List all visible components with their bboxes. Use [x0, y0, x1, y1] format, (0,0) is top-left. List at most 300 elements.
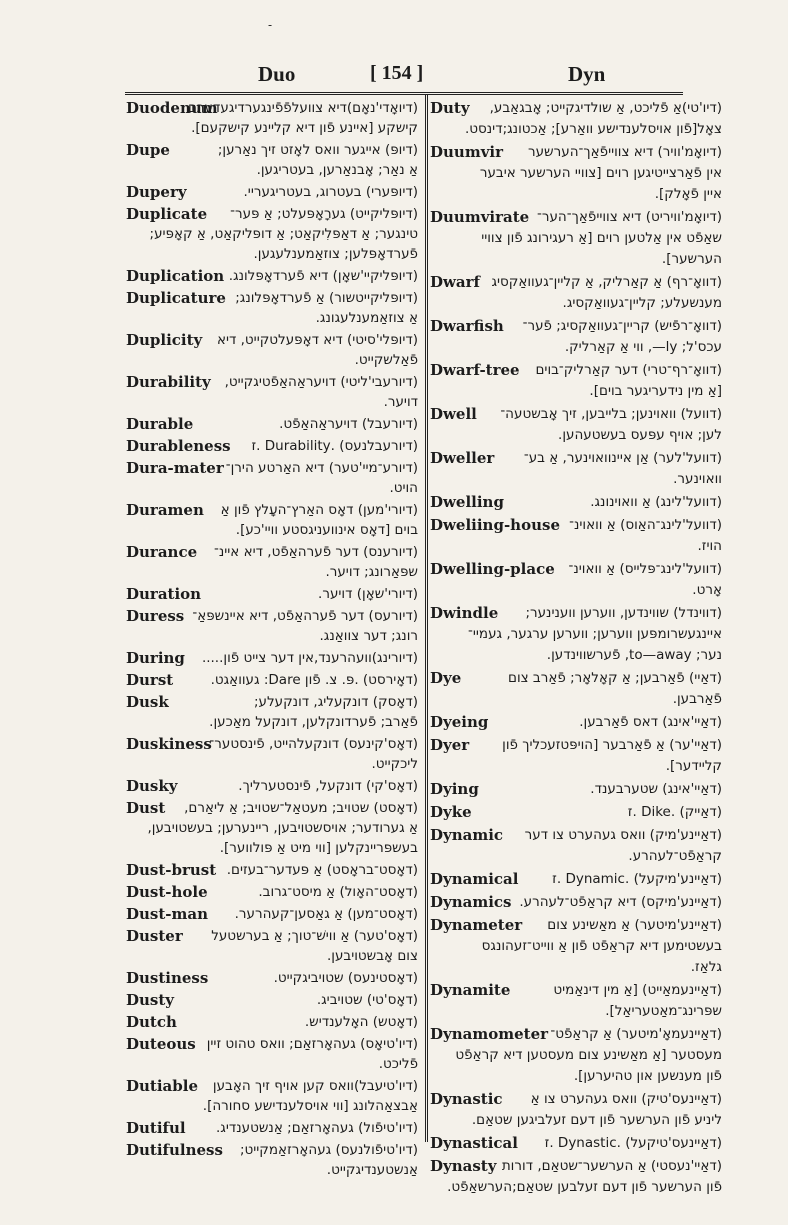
entry-definition-text: ליכקייט. — [371, 756, 418, 772]
entry-line — [126, 414, 418, 434]
entry-line — [430, 735, 722, 756]
entry-definition-text: בעשפּריינקלען [ווי מיט אַ פּולווער]. — [219, 840, 418, 856]
entry-line — [430, 163, 722, 184]
entry-line — [430, 712, 722, 733]
entry-line — [430, 846, 722, 867]
dictionary-entry — [430, 142, 722, 205]
entry-definition-text: (דאָסטינעס) שטויביגקייט. — [273, 970, 418, 986]
entry-headword: Dyer — [430, 736, 470, 754]
entry-line — [126, 712, 418, 732]
dictionary-entry — [430, 515, 722, 557]
entry-headword: Dwell — [430, 405, 477, 423]
entry-line — [126, 266, 418, 286]
entry-line — [430, 1177, 722, 1198]
entry-headword: Dwelling-place — [430, 560, 555, 578]
entry-line — [126, 776, 418, 796]
entry-line — [430, 142, 722, 163]
entry-line — [430, 1001, 722, 1022]
dictionary-entry — [430, 1024, 722, 1087]
dictionary-entry — [126, 204, 418, 264]
entry-line — [126, 98, 418, 118]
entry-line — [126, 542, 418, 562]
entry-definition-text: (דאָס'טער) אַ ווישׁ־טוך; אַ בערשטעל — [211, 928, 418, 944]
dictionary-entry — [430, 802, 722, 823]
entry-headword: Dura-mater — [126, 459, 224, 477]
dictionary-entry — [430, 735, 722, 777]
dictionary-entry — [126, 414, 418, 434]
entry-headword: Dust — [126, 799, 166, 817]
dictionary-entry — [126, 1140, 418, 1180]
entry-definition-text: דויער. — [383, 394, 418, 410]
entry-definition-text: (דאַיינע'מיטער) אַ מאַשינע צום — [547, 917, 722, 933]
entry-line — [126, 436, 418, 456]
dictionary-entry — [430, 98, 722, 140]
entry-definition-text: (דאַיינע'מיקס) דיא קראַפֿט־לעהרע. — [519, 894, 722, 910]
left-column — [126, 98, 418, 1182]
entry-definition-text: שפּרינג־מאַטעריאַל]. — [605, 1003, 722, 1019]
entry-definition-text: (דיו'טיפֿולנעס) געהאָרזאַמקייט; — [239, 1142, 418, 1158]
entry-headword: Duumvirate — [430, 208, 530, 226]
dictionary-entry — [430, 1156, 722, 1198]
entry-definition-text: (דיו'טיאָס) געהאָרזאַם; וואס טהוט זיין — [206, 1036, 418, 1052]
entry-headword: Dyeing — [430, 713, 489, 731]
entry-line — [430, 756, 722, 777]
entry-definition-text: אין פֿאַרצייטיגען רוים [צוויי הערשער איבער — [479, 165, 722, 181]
entry-definition-text: (דאַיינעס'טיקעל) .Dynastic .ז — [544, 1135, 722, 1151]
entry-headword: Duplicature — [126, 289, 226, 307]
entry-line — [126, 946, 418, 966]
entry-definition-text: קראַפֿט־לעהרע. — [628, 848, 722, 864]
entry-definition-text: (דוועל'לינג־האַוס) אַ וואוינ־ — [569, 517, 722, 533]
entry-line — [126, 670, 418, 690]
entry-line — [126, 520, 418, 540]
dictionary-entry — [430, 207, 722, 270]
dictionary-entry — [126, 1118, 418, 1138]
entry-line — [126, 1076, 418, 1096]
entry-definition-text: (דיורעס) דער פֿערהאַפֿט, דיא איינשפּאַ־ — [192, 608, 418, 624]
header-right-guide-word: Dyn — [568, 62, 606, 86]
entry-line — [430, 360, 722, 381]
entry-headword: Dynamical — [430, 870, 519, 888]
entry-definition-text: (דיופּליקייטשור) אַ פֿערדאָפּלונג; — [235, 290, 418, 306]
entry-line — [430, 957, 722, 978]
entry-definition-text: פֿון מענשען און טהיערען]. — [573, 1068, 722, 1084]
entry-line — [430, 1089, 722, 1110]
dictionary-entry — [126, 372, 418, 412]
dictionary-entry — [126, 330, 418, 370]
entry-headword: Duplicity — [126, 331, 203, 349]
entry-definition-text: (דאַיי) פֿאַרבען; אַ קאָלאָר; פֿאַרב צום — [508, 670, 722, 686]
entry-definition-text: פֿאַרבען. — [672, 691, 722, 707]
entry-line — [430, 1066, 722, 1087]
entry-headword: Dynameter — [430, 916, 523, 934]
entry-headword: Dutiful — [126, 1119, 186, 1137]
entry-line — [126, 1140, 418, 1160]
entry-definition-text: (דיורענס) דער פֿערהאַפֿט, דיא איינ־ — [213, 544, 418, 560]
entry-definition-text: (דיופּ) אייגער וואס לאָזט זיך נאַרען; — [217, 142, 418, 158]
entry-line — [430, 381, 722, 402]
entry-definition-text: אַ גערודער; אויסשטויבען, ריינערען; בעשטויבען, — [147, 820, 418, 836]
dictionary-entry — [126, 798, 418, 858]
entry-line — [430, 207, 722, 228]
entry-line — [126, 1012, 418, 1032]
dictionary-entry — [126, 926, 418, 966]
dictionary-entry — [126, 692, 418, 732]
dictionary-entry — [126, 882, 418, 902]
entry-line — [430, 404, 722, 425]
entry-line — [126, 330, 418, 350]
entry-line — [126, 500, 418, 520]
entry-line — [126, 798, 418, 818]
entry-headword: Durableness — [126, 437, 231, 455]
entry-definition-text: (דווינדל) שווינדען, ווערען ווענינער; — [525, 605, 722, 621]
entry-line — [126, 968, 418, 988]
entry-definition-text: (דאָס'קי) דונקעל, פֿינסטערליך. — [238, 778, 418, 794]
entry-line — [126, 904, 418, 924]
entry-definition-text: (דיופּערי) בעטרוג, בעטריגעריי. — [243, 184, 418, 200]
dictionary-entry — [430, 492, 722, 513]
entry-definition-text: (דאָסט־מען) אַ גאַסען־קעהרער. — [234, 906, 418, 922]
dictionary-entry — [430, 316, 722, 358]
dictionary-entry — [430, 360, 722, 402]
entry-definition-text: פֿערדאָפּלען; צוזאַמענלעגען. — [253, 246, 418, 262]
page-number: [ 154 ] — [370, 62, 424, 84]
entry-line — [126, 350, 418, 370]
entry-headword: Dutiable — [126, 1077, 198, 1095]
entry-definition-text: (דיו'טיפֿול) געהאָרזאַם; אַנשטענדיג. — [216, 1120, 418, 1136]
entry-line — [430, 645, 722, 666]
dictionary-entry — [126, 436, 418, 456]
entry-line — [126, 926, 418, 946]
entry-headword: During — [126, 649, 185, 667]
entry-line — [430, 1045, 722, 1066]
entry-definition-text: אָרט. — [692, 582, 722, 598]
entry-headword: Dye — [430, 669, 462, 687]
entry-line — [126, 244, 418, 264]
entry-headword: Durability — [126, 373, 211, 391]
entry-line — [430, 316, 722, 337]
dictionary-entry — [126, 990, 418, 1010]
entry-definition-text: (דיואָדי'נאָם)דיא צוועלפֿפֿינגערדיגעדערם — [187, 100, 418, 116]
entry-line — [430, 293, 722, 314]
entry-line — [430, 825, 722, 846]
entry-definition-text: גלאַז. — [690, 959, 722, 975]
entry-line — [430, 337, 722, 358]
entry-headword: Duteous — [126, 1035, 196, 1053]
entry-definition-text: (דוואָ־רף־טרי) דער קאַרליק־בוים — [535, 362, 722, 378]
entry-definition-text: (דיורע־מיי'טער) דיא האַרטע הירן־ — [225, 460, 418, 476]
entry-headword: Dupery — [126, 183, 187, 201]
dictionary-entry — [430, 712, 722, 733]
entry-definition-text: (דאַיינע'מיקעל) .Dynamic .ז — [552, 871, 722, 887]
dictionary-entry — [126, 140, 418, 180]
dictionary-entry — [126, 500, 418, 540]
entry-definition-text: (דיורי'מען) דאָס האַרץ־העָלץ פֿון אַ — [220, 502, 418, 518]
entry-definition-text: [אַ מין נידעריגער בוים]. — [589, 383, 722, 399]
entry-definition-text: פֿליכט. — [378, 1056, 418, 1072]
entry-line — [430, 779, 722, 800]
dictionary-entry — [126, 860, 418, 880]
entry-definition-text: (דיו'טיעבל)וואס קען אויף זיך האָבען — [212, 1078, 418, 1094]
entry-definition-text: הויט. — [389, 480, 418, 496]
entry-headword: Duodenum — [126, 99, 218, 117]
header-left-guide-word: Duo — [258, 62, 296, 86]
entry-line — [430, 184, 722, 205]
entry-definition-text: (דאַיי'ער) אַ פֿאַרבער [הויפּטזעכליך פֿון — [502, 737, 722, 753]
entry-definition-text: (דאַיינעמאַייט) [אַ מין דינאַמיט — [553, 982, 722, 998]
entry-definition-text: הערשער]. — [661, 251, 722, 267]
dictionary-entry — [126, 266, 418, 286]
entry-definition-text: (דיופּליקייט) גערָאָפּעלט; אַ פּער־ — [230, 206, 418, 222]
entry-definition-text: בעשטימען דיא קראַפֿט פֿון אַ ווייט־זעהונגס — [481, 938, 722, 954]
entry-line — [430, 1133, 722, 1154]
entry-definition-text: עכס'ל; ly—, ווי אַ קאַרליק. — [564, 339, 722, 355]
entry-definition-text: מעסטער [אַ מאַשינע צום מעסטען דיא קראַפֿט — [455, 1047, 722, 1063]
dictionary-entry — [126, 1012, 418, 1032]
entry-headword: Dutch — [126, 1013, 177, 1031]
entry-definition-text: ליניע פֿון הערשער פֿון דעם זעלביגען שטאַם. — [471, 1112, 722, 1128]
dictionary-entry — [126, 734, 418, 774]
dictionary-entry — [126, 670, 418, 690]
entry-definition-text: (דאָירסט) .פּ. צ. פֿון Dare: געוואַגט. — [210, 672, 418, 688]
entry-headword: Dust-brust — [126, 861, 217, 879]
entry-definition-text: קליידער]. — [665, 758, 722, 774]
entry-definition-text: (דוואָ־רפֿיש) קריין־געוואַקסיג; פֿער־ — [522, 318, 722, 334]
entry-line — [430, 228, 722, 249]
dictionary-entry — [126, 1076, 418, 1116]
entry-line — [126, 882, 418, 902]
entry-line — [126, 754, 418, 774]
entry-headword: Dusk — [126, 693, 169, 711]
entry-definition-text: פֿון הערשער פֿון דעם זעלבען שטאַם;הערשאַפֿט. — [447, 1179, 722, 1195]
entry-line — [430, 492, 722, 513]
entry-line — [430, 689, 722, 710]
entry-line — [430, 1110, 722, 1131]
entry-headword: Duplication — [126, 267, 225, 285]
entry-line — [126, 392, 418, 412]
entry-headword: Dynasty — [430, 1157, 497, 1175]
top-tick-mark: - — [268, 18, 273, 32]
dictionary-entry — [430, 825, 722, 867]
entry-line — [126, 1054, 418, 1074]
entry-line — [430, 425, 722, 446]
entry-headword: Dwindle — [430, 604, 499, 622]
entry-line — [430, 603, 722, 624]
entry-definition-text: איינגעשרומפּען ווערען; ווערען ערגער, געמיי־ — [468, 626, 722, 642]
entry-headword: Dying — [430, 780, 479, 798]
entry-line — [126, 288, 418, 308]
entry-line — [126, 160, 418, 180]
entry-line — [430, 915, 722, 936]
entry-definition-text: (דיורעבל) דויעראַהאַפֿט. — [279, 416, 418, 432]
entry-definition-text: מענשעלע; קליין־געוואַקסיג. — [562, 295, 722, 311]
entry-headword: Dwarf — [430, 273, 480, 291]
entry-headword: Durst — [126, 671, 174, 689]
entry-definition-text: (דאַיי'אינג) שטערבענד. — [590, 781, 722, 797]
entry-definition-text: אַבצאַהלונג [ווי אויסלענדישע סחורה]. — [202, 1098, 418, 1114]
entry-definition-text: (דאָטש) האָלענדיש. — [304, 1014, 418, 1030]
entry-definition-text: (דאַיי'אינג) דאס פֿאַרבען. — [579, 714, 722, 730]
entry-definition-text: קישקע [איינע פֿון דיא קליינע קישקעם]. — [191, 120, 418, 136]
entry-line — [126, 224, 418, 244]
dictionary-entry — [126, 98, 418, 138]
entry-line — [126, 990, 418, 1010]
entry-definition-text: אַ נאַר; אָבנאַרען, בעטריגען. — [256, 162, 418, 178]
dictionary-entry — [430, 603, 722, 666]
entry-headword: Dusty — [126, 991, 175, 1009]
entry-definition-text: טינגער; אַ דאַפּלִיקאַט; אַ דופּליקאַט, אַ קאָפּיע; — [149, 226, 418, 242]
entry-headword: Duty — [430, 99, 470, 117]
header-rule — [125, 92, 683, 95]
entry-line — [126, 692, 418, 712]
dictionary-entry — [430, 892, 722, 913]
entry-line — [430, 272, 722, 293]
entry-definition-text: (דאַיינעס'טיק) וואס געהערט צו אַ — [530, 1091, 722, 1107]
column-divider — [425, 94, 428, 1142]
entry-line — [126, 838, 418, 858]
entry-definition-text: (דיואָמ'וויריט) דיא צווייפֿאַך־הער־ — [536, 209, 722, 225]
entry-definition-text: (דיורעבלנעס) .Durability .ז — [251, 438, 418, 454]
entry-line — [126, 1034, 418, 1054]
entry-line — [126, 584, 418, 604]
entry-headword: Dusky — [126, 777, 178, 795]
entry-definition-text: (דאָסט־בראָסט) אַ פּעדער־בעזים. — [226, 862, 418, 878]
entry-definition-text: (דיורי'שאָן) דויער. — [318, 586, 418, 602]
entry-line — [126, 1160, 418, 1180]
entry-line — [430, 869, 722, 890]
entry-line — [126, 860, 418, 880]
entry-definition-text: (דוועל'לער) אַן איינוואוינער, אַ בע־ — [523, 450, 722, 466]
entry-definition-text: (דאַיינע'מיק) וואס געהערט צו דער — [524, 827, 722, 843]
entry-headword: Dupe — [126, 141, 170, 159]
entry-definition-text: (דאַיינעמאָ'מיטער) אַ קראַפֿט־ — [550, 1026, 722, 1042]
entry-line — [126, 182, 418, 202]
entry-definition-text: (דוואָ־רף) אַ קאַרליק, אַ קליין־געוואַקסיג — [491, 274, 722, 290]
dictionary-entry — [126, 288, 418, 328]
right-column — [430, 98, 722, 1200]
entry-line — [126, 734, 418, 754]
dictionary-entry — [126, 182, 418, 202]
entry-definition-text: שאַפֿט אין אַלטען רוים [אַ רעגירונג פֿון צוויי — [481, 230, 722, 246]
dictionary-entry — [126, 1034, 418, 1074]
entry-line — [430, 249, 722, 270]
dictionary-entry — [126, 968, 418, 988]
entry-definition-text: צאָל[פֿון אויסלענדישע וואַרע]; אַכטונג;דינסט. — [464, 121, 722, 137]
dictionary-entry — [430, 404, 722, 446]
entry-definition-text: (דאָסט) שטויב; מעטאַל־שטויב; אַ ליאַרם, — [184, 800, 418, 816]
entry-line — [126, 1118, 418, 1138]
dictionary-entry — [430, 779, 722, 800]
dictionary-entry — [430, 668, 722, 710]
entry-headword: Dynamometer — [430, 1025, 549, 1043]
entry-definition-text: (דוועל'לינג־פּלייס) אַ וואוינ־ — [568, 561, 722, 577]
entry-definition-text: לען; אויף עפּעס בעשטעהען. — [558, 427, 722, 443]
entry-definition-text: צום אָבשטויבען. — [326, 948, 418, 964]
dictionary-entry — [430, 559, 722, 601]
entry-line — [430, 936, 722, 957]
entry-headword: Dwarf-tree — [430, 361, 520, 379]
entry-line — [126, 626, 418, 646]
entry-headword: Durable — [126, 415, 194, 433]
entry-definition-text: בוים [דאָס אינוועניגסטע וויי'כע]. — [235, 522, 418, 538]
entry-line — [126, 140, 418, 160]
entry-line — [126, 458, 418, 478]
entry-line — [430, 1024, 722, 1045]
entry-headword: Duskiness — [126, 735, 212, 753]
entry-definition-text: הויז. — [697, 538, 722, 554]
entry-line — [126, 606, 418, 626]
entry-headword: Duress — [126, 607, 185, 625]
entry-definition-text: (דאָסט־האָול) אַ מיסט־גרוב. — [258, 884, 418, 900]
entry-line — [126, 372, 418, 392]
entry-definition-text: (דיופּליקיי'שאָן) דיא פֿערדאָפּלונג. — [228, 268, 418, 284]
entry-line — [430, 559, 722, 580]
entry-headword: Dweller — [430, 449, 495, 467]
dictionary-entry — [126, 542, 418, 582]
entry-line — [430, 624, 722, 645]
entry-headword: Durance — [126, 543, 198, 561]
entry-line — [430, 980, 722, 1001]
entry-headword: Duster — [126, 927, 183, 945]
entry-headword: Dwelling — [430, 493, 504, 511]
entry-line — [126, 118, 418, 138]
entry-line — [126, 1096, 418, 1116]
entry-line — [126, 648, 418, 668]
dictionary-entry — [126, 776, 418, 796]
entry-headword: Duration — [126, 585, 202, 603]
entry-headword: Dynamite — [430, 981, 511, 999]
entry-headword: Dynamic — [430, 826, 504, 844]
entry-definition-text: שפּאַרונג; דויער. — [325, 564, 418, 580]
entry-headword: Dynastical — [430, 1134, 518, 1152]
dictionary-entry — [126, 606, 418, 646]
entry-headword: Duumvir — [430, 143, 504, 161]
entry-line — [430, 98, 722, 119]
entry-definition-text: אַ צוזאַמענלעגונג. — [315, 310, 418, 326]
entry-line — [126, 562, 418, 582]
entry-line — [126, 478, 418, 498]
dictionary-entry — [126, 584, 418, 604]
entry-headword: Dutifulness — [126, 1141, 223, 1159]
entry-definition-text: נער; to—away, פֿערשווינדען. — [546, 647, 722, 663]
dictionary-entry — [126, 458, 418, 498]
dictionary-entry — [126, 648, 418, 668]
entry-definition-text: (דאָסק) דונקעליג, דונקעלע; — [253, 694, 418, 710]
entry-line — [430, 469, 722, 490]
dictionary-entry — [430, 1133, 722, 1154]
entry-line — [126, 818, 418, 838]
entry-definition-text: (דיורעבי'ליטי) דויעראַהאַפֿטיגקייט, — [224, 374, 418, 390]
entry-definition-text: וואוינער. — [673, 471, 722, 487]
entry-headword: Dynamics — [430, 893, 512, 911]
entry-headword: Duplicate — [126, 205, 208, 223]
entry-definition-text: (דאַיי'נעסטי) אַ הערשער־שטאַם, דורות — [501, 1158, 722, 1174]
dictionary-entry — [430, 272, 722, 314]
entry-line — [430, 448, 722, 469]
entry-definition-text: (דוועל) וואוינען; בלייבען, זיך אָבשטעה־ — [500, 406, 722, 422]
entry-line — [126, 204, 418, 224]
entry-headword: Dustiness — [126, 969, 209, 987]
entry-definition-text: (דיופּלי'סיטי) דיא דאָפּעלטקייט, דיא — [216, 332, 418, 348]
entry-line — [430, 892, 722, 913]
entry-definition-text: (דאַייק) .Dike .ז — [627, 804, 722, 820]
entry-headword: Duramen — [126, 501, 204, 519]
dictionary-entry — [430, 448, 722, 490]
entry-definition-text: (דאָס'קינעס) דונקעלהייט, פֿינסטער־ — [209, 736, 418, 752]
entry-definition-text: פֿאַרב; פֿערדונקלען, דונקעל מאַכען. — [209, 714, 418, 730]
entry-line — [430, 515, 722, 536]
entry-definition-text: (דיורינג)וועהרענד,אין דער צייט פֿון..... — [201, 650, 418, 666]
